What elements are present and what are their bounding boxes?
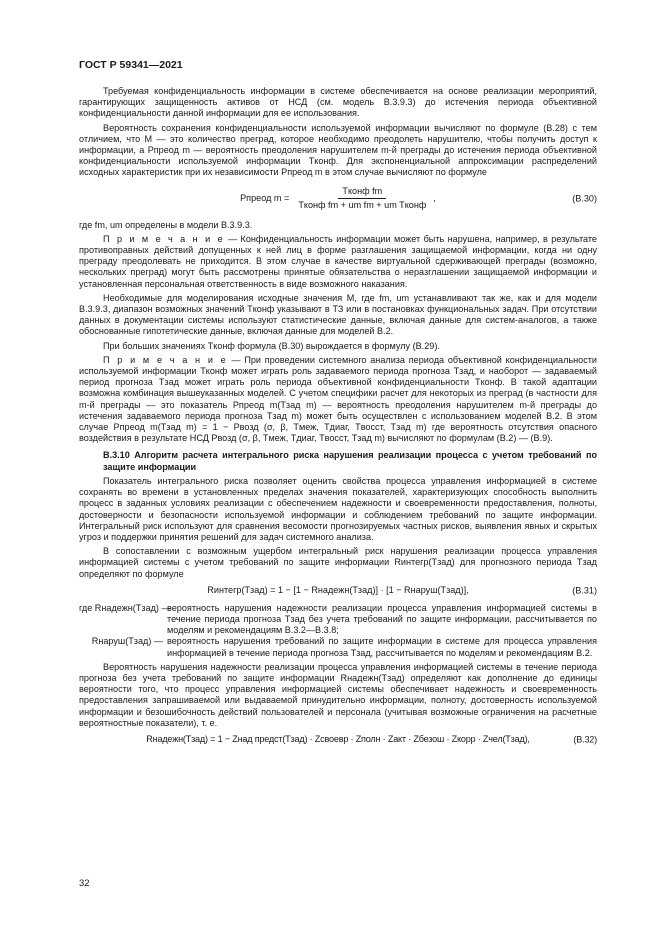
definition-desc: вероятность нарушения надежности реализации процесса управления информацией системы в течение периода прогноза Tзад без учета требований по защите информации, рассчитывается по моделям и рекомендациям В.3.2—В.3.8;: [167, 602, 597, 636]
paragraph: Необходимые для моделирования исходные значения M, где fm, um устанавливают так же, как и для модели В.3.9.3, диапазон возможных значений Tконф указывают в ТЗ или в постановках функциональных задач. При отсутствии данных в документации системы используют статистические данные, включая данные для систем-аналогов, а также обоснованные гипотетические данные, включая данные для моделей В.2.: [79, 292, 597, 337]
definition-term: Rнаруш(Tзад) —: [91, 636, 163, 647]
paragraph: В сопоставлении с возможным ущербом интегральный риск нарушения реализации процесса управления информацией системы с учетом требований по защите информации Rинтегр(Tзад) для прогнозного периода Tзад определяют по формуле: [79, 546, 597, 579]
formula-body: Rнадежн(Tзад) = 1 − Zнад предст(Tзад) · Zсвоевр · Zполн · Zакт · Zбезош · Zкорр · Zчел(Tзад),: [146, 734, 530, 745]
definition-term: где Rнадежн(Tзад) —: [79, 602, 171, 613]
formula-b31: [79, 583, 597, 599]
page-body: [79, 86, 597, 752]
document-header: ГОСТ Р 59341—2021: [79, 59, 183, 71]
definition-desc: вероятность нарушения требований по защите информации в системе для процесса управления информацией в течение периода прогноза Tзад, рассчитывается по моделям и рекомендациям В.2.: [167, 636, 597, 658]
note: [79, 234, 597, 290]
formula-number: (В.30): [572, 193, 597, 204]
formula-b30: [79, 182, 597, 216]
paragraph: При больших значениях Tконф формула (В.30) вырождается в формулу (В.29).: [103, 340, 440, 351]
paragraph: где fm, um определены в модели В.3.9.3.: [79, 219, 253, 230]
formula-body: Rинтегр(Tзад) = 1 − [1 − Rнадежн(Tзад)] · [1 − Rнаруш(Tзад)],: [207, 585, 469, 596]
note-label: П р и м е ч а н и е: [103, 233, 225, 244]
paragraph: Требуемая конфиденциальность информации в системе обеспечивается на основе реализации мероприятий, гарантирующих защищенность активов от НСД (см. модель В.3.9.3) до истечения периода объективной конфиденциальности данной информации для ее использования.: [79, 86, 597, 119]
definition-list: [79, 603, 597, 659]
formula-denominator: Tконф fm + um fm + um Tконф: [298, 200, 427, 211]
note-text: — Конфиденциальность информации может быть нарушена, например, в результате противоправных действий допущенных к ней лиц в форме разглашения защищаемой информации, когда ни одну преграду преодолевать не приходится. В этом случае в качестве виртуальной сдерживающей преграды (возможно, нескольких преград) могут быть рассмотрены принятые обязательства о неразглашении защищаемой информации и установленная персональная ответственность в виде возможного наказания.: [79, 233, 597, 289]
formula-number: (В.32): [573, 734, 597, 745]
page-number: 32: [79, 878, 90, 889]
paragraph: Показатель интегрального риска позволяет оценить свойства процесса управления информацией в системе сохранять во времени в установленных пределах значения показателей, характеризующих способность выполнить процесс в заданных условиях реализации с обеспечением надежности и своевременности предоставления, полноты, достоверности и безопасности используемой информации и соблюдением требований по защите информации. Интегральный риск используют для сравнения весомости прогнозируемых частных рисков, выявления явных и скрытых угроз и поддержки принятия решений для задач системного анализа.: [79, 475, 597, 542]
formula-tail: ,: [433, 193, 436, 204]
paragraph: Вероятность сохранения конфиденциальности используемой информации вычисляют по формуле (В.28) с тем отличием, что M — это количество преград, которое необходимо преодолеть нарушителю, чтобы получить доступ к информации, а Pпреод m — вероятность преодоления нарушителем m-й преграды до истечения периода объективной конфиденциальности используемой информации Tконф. Для экспоненциальной аппроксимации распределений исходных характеристик при их независимости Pпреод m в этом случае вычисляют по формуле: [79, 122, 597, 178]
note: [79, 355, 597, 445]
formula-b32: [79, 732, 597, 748]
section-heading: В.3.10 Алгоритм расчета интегрального риска нарушения реализации процесса с учетом требований по защите информации: [103, 450, 597, 472]
note-text: — При проведении системного анализа периода объективной конфиденциальности используемой информации Tконф может играть роль задаваемого периода прогноза Tзад, и наоборот — задаваемый период прогноза Tзад может играть роль периода объективной конфиденциальности Tконф. В такой адаптации возможна комбинация вышеуказанных моделей. С учетом специфики расчет для некоторых из преград (в частности для m-й преграды — это показатель Pпреод m(Tзад m) — вероятность преодоления нарушителем m-й преграды до истечения задаваемого периода прогноза Tзад m) может быть осуществлен с использованием моделей В.2. В этом случае Pпреод m(Tзад m) = 1 − Pвозд (σ, β, Tмеж, Tдиаг, Tвосст, Tзад m) где вероятность отсутствия опасного воздействия в результате НСД Pвозд (σ, β, Tмеж, Tдиаг, Tвосст, Tзад m) вычисляют по формулам (В.2) — (В.9).: [79, 354, 597, 444]
formula-lhs: Pпреод m =: [240, 193, 290, 204]
note-label: П р и м е ч а н и е: [103, 354, 228, 365]
paragraph: Вероятность нарушения надежности реализации процесса управления информацией системы в течение периода прогноза без учета требований по защите информации Rнадежн(Tзад) определяют как дополнение до единицы вероятности того, что процесс управления информацией системы обеспечивает надежность и своевременность предоставления запрашиваемой или выдаваемой принудительно информации, полноту, достоверность используемой информации и безошибочность действий пользователей и персонала (учитывая возможные ограничения на расчетные вероятностные показатели), т. е.: [79, 661, 597, 728]
formula-number: (В.31): [572, 585, 597, 596]
formula-numerator: Tконф fm: [338, 186, 386, 199]
formula-fraction: [294, 186, 430, 211]
